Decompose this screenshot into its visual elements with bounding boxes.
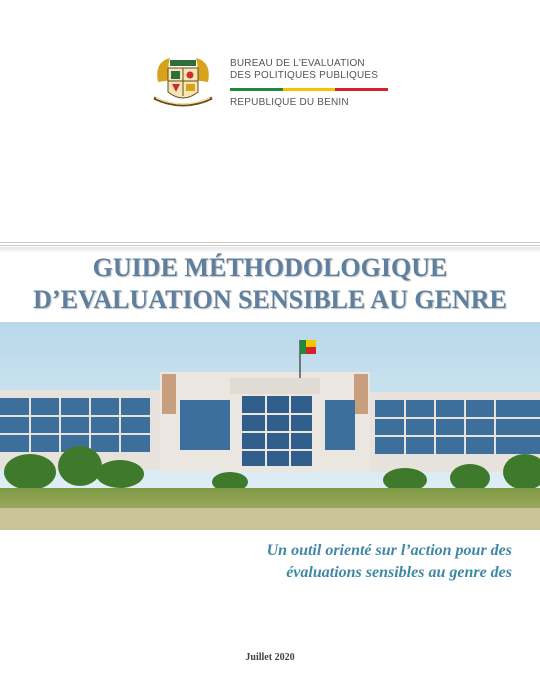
flag-color-rule <box>230 88 388 91</box>
org-line-2: DES POLITIQUES PUBLIQUES <box>230 70 379 81</box>
government-building-photo <box>0 322 540 530</box>
title-rule-top-2 <box>0 245 540 246</box>
title-band <box>0 242 540 322</box>
document-subtitle <box>267 540 512 584</box>
header-block <box>150 52 410 114</box>
organization-name <box>230 58 378 82</box>
subtitle-line-2: évaluations sensibles au genre des <box>286 564 512 581</box>
flag-stripe-yellow <box>283 88 336 91</box>
document-title-line-1: GUIDE MÉTHODOLOGIQUE <box>92 253 448 282</box>
subtitle-line-1: Un outil orienté sur l’action pour des <box>266 542 512 559</box>
title-rule-top <box>0 242 540 243</box>
flag-stripe-green <box>230 88 283 91</box>
org-line-1: BUREAU DE L'EVALUATION <box>230 58 365 69</box>
document-title-line-2: D’EVALUATION SENSIBLE AU GENRE <box>33 285 507 314</box>
country-name: REPUBLIQUE DU BENIN <box>230 97 349 108</box>
coat-of-arms-icon <box>150 52 216 114</box>
publication-date: Juillet 2020 <box>245 652 295 663</box>
flag-stripe-red <box>335 88 388 91</box>
